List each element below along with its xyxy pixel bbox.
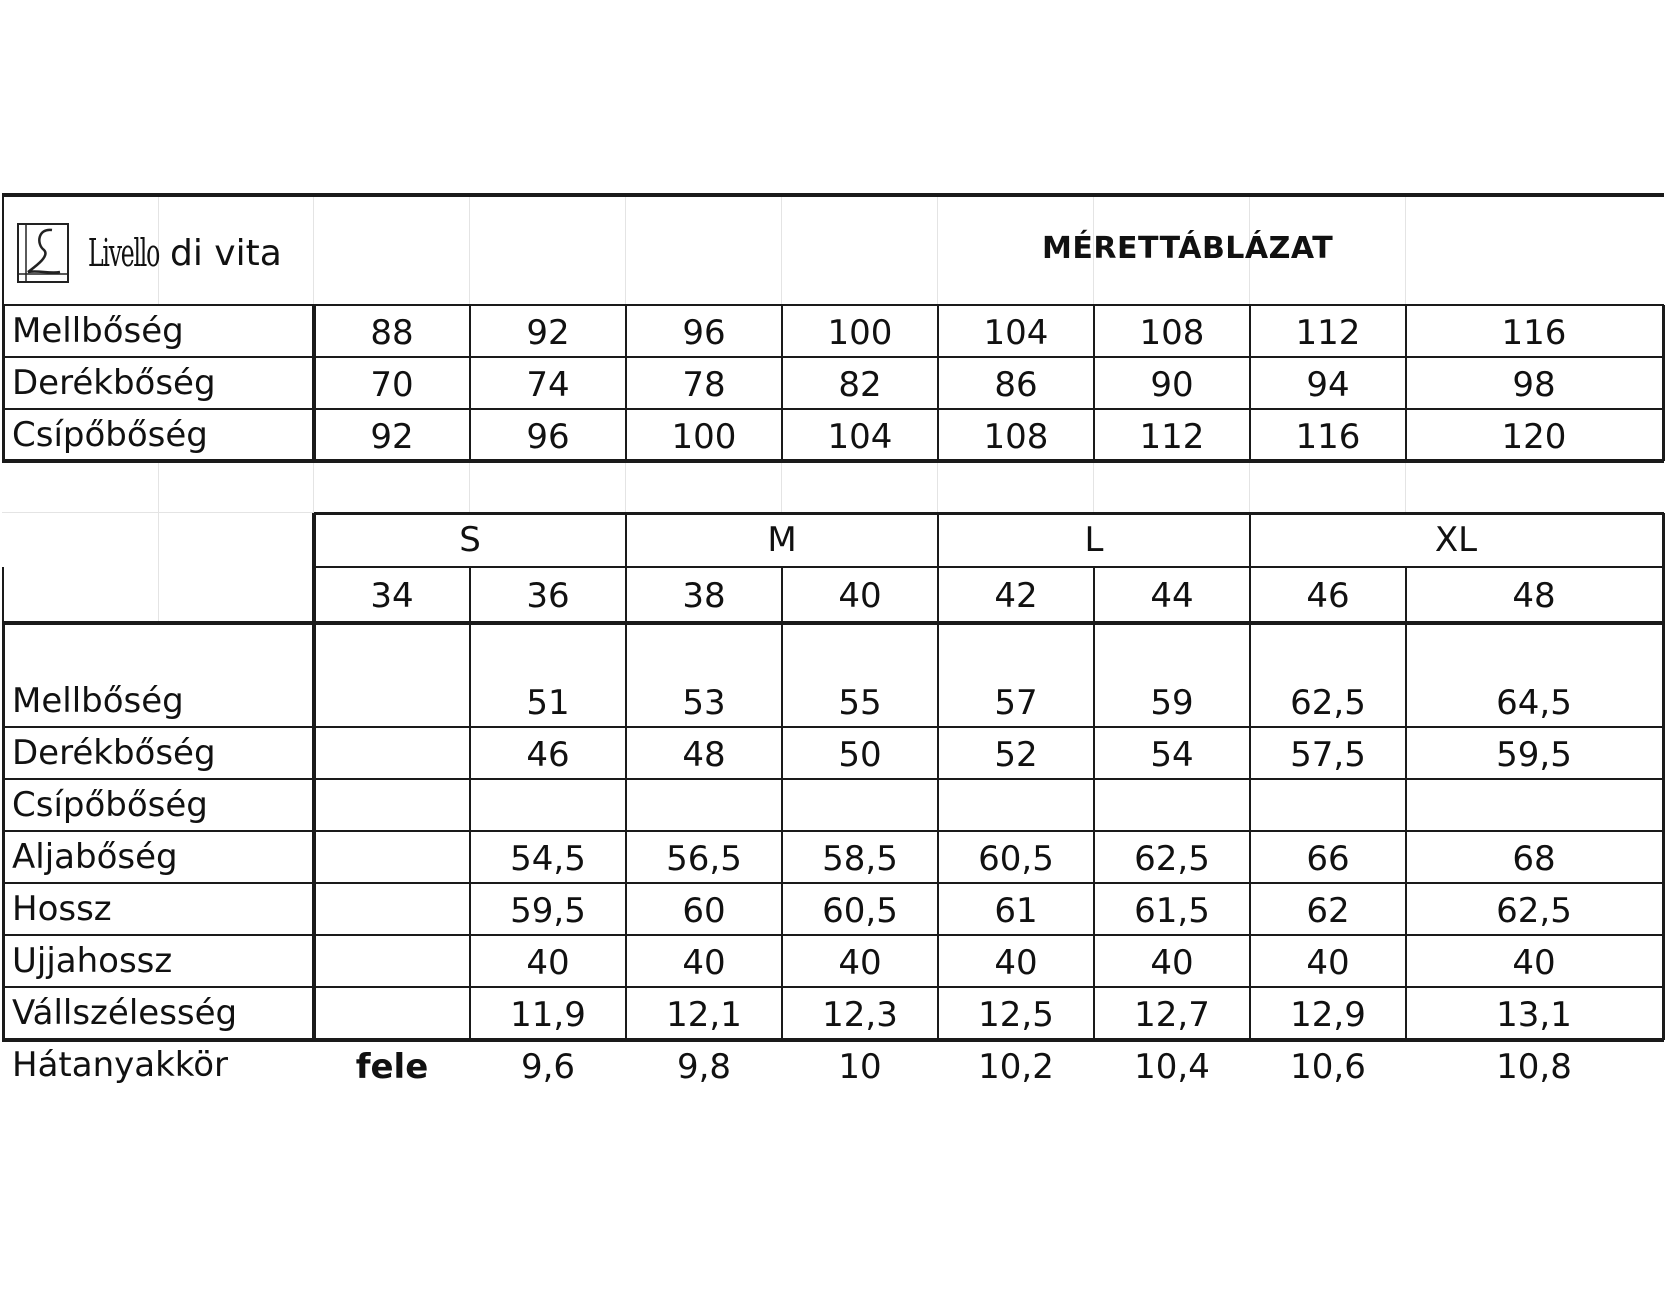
sheet-gridline [1093, 461, 1094, 513]
page-title: MÉRETTÁBLÁZAT [1042, 231, 1334, 266]
number-size-header: 42 [994, 576, 1038, 616]
letter-size-header: S [459, 520, 481, 560]
logo-brand-text: Livello [88, 231, 160, 275]
garment-size-cell: 66 [1306, 839, 1350, 879]
sheet-gridline [937, 195, 938, 305]
body-size-cell: 96 [682, 313, 726, 353]
garment-size-cell: 60,5 [822, 891, 898, 931]
garment-size-cell: 12,1 [666, 995, 742, 1035]
garment-size-cell: 48 [682, 735, 726, 775]
sheet-gridline [1405, 461, 1406, 513]
sheet-gridline [469, 195, 470, 305]
garment-size-cell: 62,5 [1290, 683, 1366, 723]
garment-size-cell: 68 [1512, 839, 1556, 879]
body-size-cell: 98 [1512, 365, 1556, 405]
letter-size-header: XL [1434, 520, 1478, 560]
garment-size-cell: 10,6 [1290, 1047, 1366, 1087]
garment-size-cell: 40 [1306, 943, 1350, 983]
garment-size-cell: 57,5 [1290, 735, 1366, 775]
garment-size-cell: 50 [838, 735, 882, 775]
body-size-cell: 70 [370, 365, 414, 405]
body-size-cell: 104 [827, 417, 893, 457]
sheet-gridline [469, 461, 470, 513]
garment-size-cell: 61,5 [1134, 891, 1210, 931]
garment-size-cell: 52 [994, 735, 1038, 775]
sheet-gridline [625, 461, 626, 513]
garment-size-cell: fele [355, 1047, 429, 1087]
body-size-cell: 116 [1295, 417, 1361, 457]
garment-size-cell: 55 [838, 683, 882, 723]
border-line [1662, 513, 1665, 623]
sheet-gridline [2, 512, 314, 513]
body-size-cell: 82 [838, 365, 882, 405]
garment-size-cell: 46 [526, 735, 570, 775]
garment-size-cell: 12,3 [822, 995, 898, 1035]
body-row-label: Csípőbőség [12, 415, 208, 455]
body-size-cell: 112 [1139, 417, 1205, 457]
garment-size-cell: 40 [838, 943, 882, 983]
border-line [2, 567, 4, 623]
border-line [1662, 305, 1665, 461]
garment-row-label: Aljabőség [12, 837, 178, 877]
garment-size-cell: 10,2 [978, 1047, 1054, 1087]
garment-size-cell: 10,4 [1134, 1047, 1210, 1087]
garment-row-label: Csípőbőség [12, 785, 208, 825]
garment-size-cell: 51 [526, 683, 570, 723]
garment-row-label: Hossz [12, 889, 112, 929]
body-size-cell: 88 [370, 313, 414, 353]
garment-size-cell: 11,9 [510, 995, 586, 1035]
number-size-header: 46 [1306, 576, 1350, 616]
number-size-header: 44 [1150, 576, 1194, 616]
body-size-cell: 96 [526, 417, 570, 457]
garment-row-label: Ujjahossz [12, 941, 173, 981]
number-size-header: 48 [1512, 576, 1556, 616]
garment-size-cell: 60 [682, 891, 726, 931]
garment-size-cell: 59 [1150, 683, 1194, 723]
garment-size-cell: 54,5 [510, 839, 586, 879]
sheet-gridline [937, 461, 938, 513]
body-row-label: Derékbőség [12, 363, 216, 403]
garment-size-cell: 58,5 [822, 839, 898, 879]
sheet-gridline [313, 461, 314, 513]
garment-size-cell: 62 [1306, 891, 1350, 931]
number-size-header: 34 [370, 576, 414, 616]
garment-size-cell: 12,9 [1290, 995, 1366, 1035]
garment-size-cell: 12,5 [978, 995, 1054, 1035]
body-size-cell: 120 [1501, 417, 1567, 457]
letter-size-header: M [767, 520, 797, 560]
garment-size-cell: 40 [682, 943, 726, 983]
body-size-cell: 86 [994, 365, 1038, 405]
garment-size-cell: 62,5 [1134, 839, 1210, 879]
garment-size-cell: 12,7 [1134, 995, 1210, 1035]
garment-size-cell: 59,5 [1496, 735, 1572, 775]
brand-logo [16, 220, 282, 286]
letter-size-header: L [1084, 520, 1104, 560]
garment-size-cell: 40 [994, 943, 1038, 983]
sheet-gridline [625, 195, 626, 305]
number-size-header: 36 [526, 576, 570, 616]
garment-size-cell: 10 [838, 1047, 882, 1087]
body-size-cell: 100 [827, 313, 893, 353]
body-size-cell: 94 [1306, 365, 1350, 405]
livello-monogram-icon [16, 222, 70, 284]
garment-size-cell: 60,5 [978, 839, 1054, 879]
garment-size-cell: 40 [1150, 943, 1194, 983]
garment-size-cell: 9,8 [676, 1047, 732, 1087]
body-size-cell: 92 [526, 313, 570, 353]
garment-size-cell: 61 [994, 891, 1038, 931]
sheet-gridline [781, 461, 782, 513]
body-row-label: Mellbőség [12, 311, 184, 351]
sheet-gridline [1249, 461, 1250, 513]
garment-row-label: Hátanyakkör [12, 1045, 229, 1085]
garment-size-cell: 54 [1150, 735, 1194, 775]
body-size-cell: 116 [1501, 313, 1567, 353]
table-top-border [2, 193, 1664, 197]
garment-row-label: Vállszélesség [12, 993, 238, 1033]
garment-size-cell: 10,8 [1496, 1047, 1572, 1087]
body-size-cell: 112 [1295, 313, 1361, 353]
border-line [2, 195, 4, 305]
sheet-gridline [781, 195, 782, 305]
number-size-header: 40 [838, 576, 882, 616]
garment-row-label: Mellbőség [12, 681, 184, 721]
sheet-gridline [313, 195, 314, 305]
body-size-cell: 74 [526, 365, 570, 405]
body-size-cell: 100 [671, 417, 737, 457]
logo-suffix-text: di vita [170, 232, 282, 274]
garment-size-cell: 56,5 [666, 839, 742, 879]
body-size-cell: 92 [370, 417, 414, 457]
garment-size-cell: 59,5 [510, 891, 586, 931]
garment-size-cell: 62,5 [1496, 891, 1572, 931]
border-line [1662, 623, 1665, 1040]
garment-size-cell: 40 [526, 943, 570, 983]
garment-row-label: Derékbőség [12, 733, 216, 773]
size-chart-sheet [2, 195, 1664, 1108]
garment-size-cell: 13,1 [1496, 995, 1572, 1035]
garment-size-cell: 57 [994, 683, 1038, 723]
number-size-header: 38 [682, 576, 726, 616]
garment-size-cell: 53 [682, 683, 726, 723]
garment-size-cell: 40 [1512, 943, 1556, 983]
body-size-cell: 108 [983, 417, 1049, 457]
body-size-cell: 90 [1150, 365, 1194, 405]
sheet-gridline [1405, 195, 1406, 305]
body-size-cell: 78 [682, 365, 726, 405]
body-size-cell: 108 [1139, 313, 1205, 353]
garment-size-cell: 9,6 [520, 1047, 576, 1087]
body-size-cell: 104 [983, 313, 1049, 353]
garment-size-cell: 64,5 [1496, 683, 1572, 723]
sheet-gridline [158, 461, 159, 623]
